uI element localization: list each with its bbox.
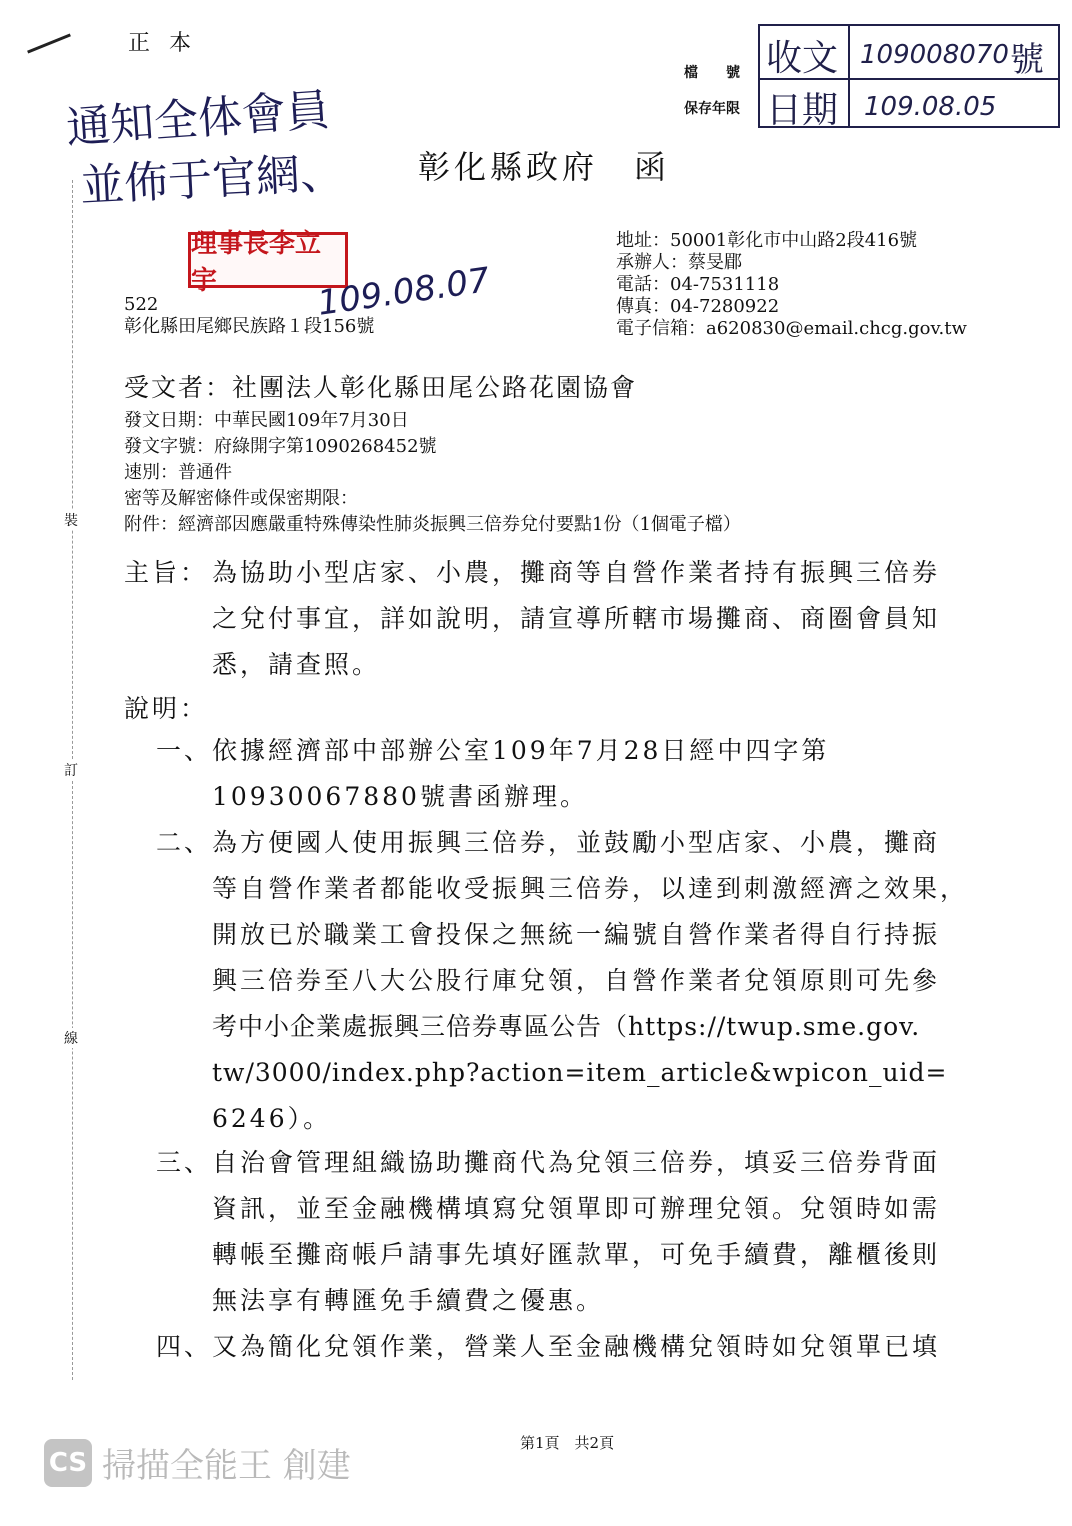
item-line: 又為簡化兌領作業，營業人至金融機構兌領時如兌領單已填 bbox=[212, 1332, 941, 1361]
sender-officer: 承辦人：蔡旻郿 bbox=[616, 252, 742, 273]
handwritten-note-line2: 並佈于官網、 bbox=[78, 147, 346, 212]
received-label: 收文 bbox=[766, 38, 839, 79]
binding-mark-ding: 訂 bbox=[64, 760, 78, 780]
item-line: 考中小企業處振興三倍券專區公告（https://twup.sme.gov. bbox=[212, 1012, 921, 1041]
subject-body bbox=[212, 550, 982, 688]
subject-line: 悉，請查照。 bbox=[212, 650, 381, 679]
watermark-text: 掃描全能王 創建 bbox=[102, 1446, 351, 1486]
item-line: 依據經濟部中部辦公室109年7月28日經中四字第 bbox=[212, 736, 830, 765]
receipt-stamp bbox=[758, 24, 1060, 131]
sender-address: 地址：50001彰化市中山路2段416號 bbox=[616, 230, 918, 251]
item-line: 10930067880號書函辦理。 bbox=[212, 782, 588, 811]
agency-title: 彰化縣政府 函 bbox=[418, 148, 671, 186]
secrecy-level: 密等及解密條件或保密期限： bbox=[124, 488, 358, 509]
binding-mark-zhuang: 裝 bbox=[64, 510, 78, 530]
speed-class: 速別：普通件 bbox=[124, 462, 232, 483]
issue-date: 發文日期：中華民國109年7月30日 bbox=[124, 410, 409, 431]
item-line: 資訊，並至金融機構填寫兌領單即可辦理兌領。兌領時如需 bbox=[212, 1194, 941, 1223]
item-line: 開放已於職業工會投保之無統一編號自營作業者得自行持振 bbox=[212, 920, 941, 949]
handwritten-date: 109.08.07 bbox=[315, 260, 493, 324]
item-body bbox=[212, 728, 982, 820]
item-line: 興三倍券至八大公股行庫兌領，自營作業者兌領原則可先參 bbox=[212, 966, 941, 995]
retention-label: 保存年限 bbox=[684, 101, 740, 117]
sender-info bbox=[616, 230, 967, 340]
attachment-line: 附件：經濟部因應嚴重特殊傳染性肺炎振興三倍券兌付要點1份（1個電子檔） bbox=[124, 514, 741, 535]
meta-block bbox=[124, 408, 741, 538]
item-number: 四、 bbox=[156, 1332, 213, 1361]
recipient-postcode: 522 bbox=[124, 294, 159, 315]
item-line: 6246）。 bbox=[212, 1104, 332, 1133]
handwritten-note-line1: 通知全体會員 bbox=[64, 84, 332, 154]
item-number: 二、 bbox=[156, 828, 213, 857]
chairman-stamp-text: 理事長李立宇 bbox=[191, 229, 322, 296]
scanner-watermark bbox=[44, 1438, 351, 1487]
item-number: 三、 bbox=[156, 1148, 213, 1177]
subject-line: 之兌付事宜，詳如說明，請宣導所轄市場攤商、商圈會員知 bbox=[212, 604, 941, 633]
binding-mark-xian: 線 bbox=[64, 1028, 78, 1048]
recipient-address bbox=[124, 294, 374, 338]
item-line: tw/3000/index.php?action=item_article&wpicon_uid= bbox=[212, 1058, 948, 1087]
item-line: 無法享有轉匯免手續費之優惠。 bbox=[212, 1286, 605, 1315]
item-line: 等自營作業者都能收受振興三倍券，以達到刺激經濟之效果， bbox=[212, 874, 969, 903]
item-line: 為方便國人使用振興三倍券，並鼓勵小型店家、小農，攤商 bbox=[212, 828, 941, 857]
explanation-label: 說明： bbox=[124, 694, 209, 723]
date-label: 日期 bbox=[766, 90, 839, 131]
date-value: 109.08.05 bbox=[864, 92, 997, 122]
binding-margin-line bbox=[72, 180, 73, 1380]
received-suffix: 號 bbox=[1010, 40, 1044, 80]
scanner-logo-icon: CS bbox=[44, 1439, 92, 1487]
file-no-label: 檔 號 bbox=[684, 65, 740, 81]
received-number: 109008070 bbox=[860, 40, 1009, 70]
item-line: 轉帳至攤商帳戶請事先填好匯款單，可免手續費，離櫃後則 bbox=[212, 1240, 941, 1269]
recipient-line: 受文者：社團法人彰化縣田尾公路花園協會 bbox=[124, 373, 638, 402]
recipient-street: 彰化縣田尾鄉民族路１段156號 bbox=[124, 316, 375, 337]
item-line: 自治會管理組織協助攤商代為兌領三倍券，填妥三倍券背面 bbox=[212, 1148, 941, 1177]
copy-mark: 正 本 bbox=[128, 31, 197, 56]
item-body bbox=[212, 1140, 982, 1324]
item-body bbox=[212, 1324, 982, 1370]
item-number: 一、 bbox=[156, 736, 213, 765]
sender-fax: 傳真：04-7280922 bbox=[616, 296, 780, 317]
item-body bbox=[212, 820, 982, 1142]
issue-number: 發文字號：府綠開字第1090268452號 bbox=[124, 436, 437, 457]
subject-label: 主旨： bbox=[124, 558, 209, 587]
page-number: 第1頁 共2頁 bbox=[520, 1434, 615, 1452]
sender-phone: 電話：04-7531118 bbox=[616, 274, 780, 295]
subject-line: 為協助小型店家、小農，攤商等自營作業者持有振興三倍券 bbox=[212, 558, 941, 587]
sender-email: 電子信箱：a620830@email.chcg.gov.tw bbox=[616, 318, 967, 339]
chairman-stamp bbox=[188, 229, 348, 296]
copy-mark-stroke bbox=[27, 33, 71, 53]
